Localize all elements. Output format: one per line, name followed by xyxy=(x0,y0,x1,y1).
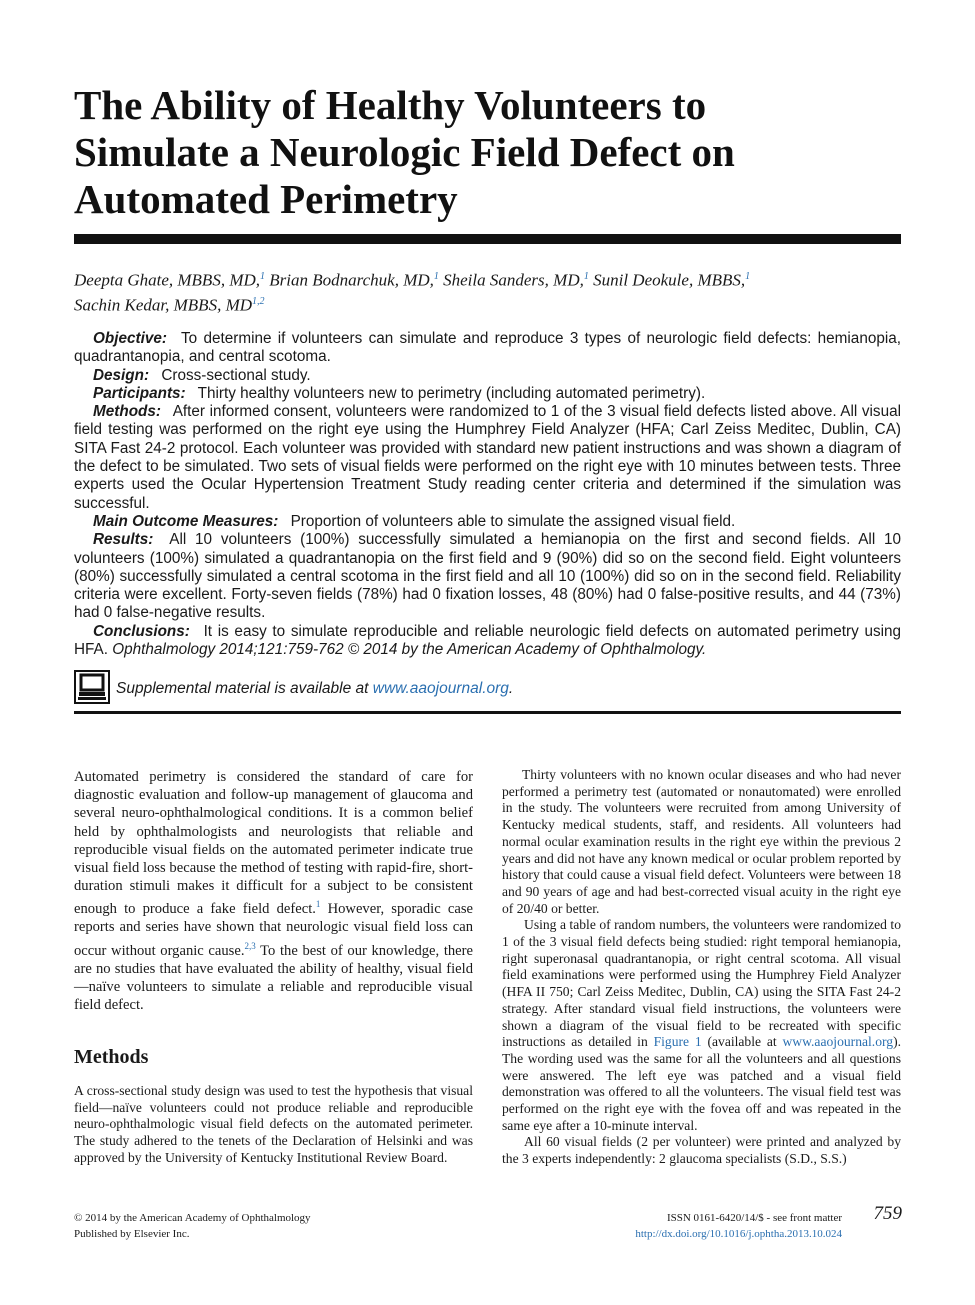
journal-website-link[interactable]: www.aaojournal.org xyxy=(372,680,509,697)
author-name: Sachin Kedar, MBBS, MD xyxy=(74,295,253,315)
title-divider xyxy=(74,234,901,244)
abstract-methods xyxy=(74,403,901,513)
figure-link[interactable]: Figure 1 xyxy=(653,1034,702,1050)
body-text: Using a table of random numbers, the volunteers were randomized to 1 of the 3 visual field defects being studied: right temporal hemianopia, right superonasal quadrantanopia, or right central scotoma. All visual field examinations were performed using the Humphrey Field Analyzer (HFA II 750; Carl Zeiss Meditec, Dublin, CA) using the SITA Fast 24-2 strategy. After standard visual field instructions, the volunteers were shown a diagram of the visual field to be recreated with specific instructions as detailed in xyxy=(502,917,901,1050)
author-list xyxy=(74,266,904,315)
affiliation-ref[interactable]: 1 xyxy=(583,271,589,282)
methods-paragraph: A cross-sectional study design was used to test the hypothesis that visual field—naïve volunteers could not produce reliable and reproducible neuro-ophthalmologic visual field defects on the automated perimeter. The study adhered to the tenets of the Declaration of Helsinki and was approved by the University of Kentucky Institutional Review Board. xyxy=(74,1083,473,1165)
citation: Ophthalmology 2014;121:759-762 © 2014 by the American Academy of Ophthalmology. xyxy=(112,641,707,659)
footer-publisher-info xyxy=(74,1210,311,1242)
abstract-design xyxy=(74,367,901,385)
section-label: Design: xyxy=(93,366,150,384)
section-text: Thirty healthy volunteers new to perimetry (including automated perimetry). xyxy=(197,384,706,402)
section-text: All 10 volunteers (100%) successfully simulated a hemianopia on the first and second fields. All 10 volunteers (100%) simulated a quadrantanopia on the first field and 9 (90%) did so on the second field. Eight volunteers (80%) successfully simulated a central scotoma in the first field and all 10 (100%) did so on in the second field. Reliability criteria were excellent. Forty-seven fields (78%) had 0 fixation losses, 48 (80%) had 0 false-positive results, and 44 (73%) had 0 false-negative results. xyxy=(74,531,902,622)
title-line-2: Simulate a Neurologic Field Defect on xyxy=(74,129,735,175)
supplemental-label: Supplemental material is available at xyxy=(116,680,369,697)
introduction-paragraph xyxy=(74,768,473,1014)
section-label: Main Outcome Measures: xyxy=(93,512,279,530)
publisher-notice: Published by Elsevier Inc. xyxy=(74,1228,190,1240)
section-label: Participants: xyxy=(93,384,186,402)
doi-link[interactable]: http://dx.doi.org/10.1016/j.ophtha.2013.10.024 xyxy=(635,1228,842,1240)
intro-text: However, sporadic case reports and series have shown that neurologic visual field loss can occur without organic cause. xyxy=(74,901,473,959)
right-column xyxy=(502,767,901,1168)
article-title xyxy=(74,82,904,223)
section-label: Conclusions: xyxy=(93,622,190,640)
body-text: ). The wording used was the same for all the volunteers and all questions were answered. The left eye was patched and a visual field demonstration was offered to all the volunteers. The visual field test was performed on the right eye with the fovea off and was repeated in the same eye after a 10-minute interval. xyxy=(502,1034,902,1133)
abstract-objective xyxy=(74,330,901,367)
author-name: Sheila Sanders, MD, xyxy=(443,270,584,290)
author-name: Brian Bodnarchuk, MD, xyxy=(269,270,434,290)
abstract-participants xyxy=(74,385,901,403)
page-number: 759 xyxy=(873,1203,902,1224)
reference-link[interactable]: 1 xyxy=(315,899,321,910)
affiliation-ref[interactable]: 1,2 xyxy=(252,295,265,307)
abstract-results xyxy=(74,531,901,622)
author-name: Sunil Deokule, MBBS, xyxy=(593,270,746,290)
section-text: After informed consent, volunteers were randomized to 1 of the 3 visual field defects listed above. All visual field testing was performed on the right eye using the Humphrey Field Analyzer (HFA; Carl Zeiss Meditec, Dublin, CA) SITA Fast 24-2 protocol. Each volunteer was provided with standard new patient instructions and was shown a diagram of the defect to be simulated. Two sets of visual fields were performed on the right eye with 10 minutes between tests. Three experts used the Ocular Hypertension Treatment Study reading center criteria and determined if the simulation was successful. xyxy=(74,403,901,512)
footer-issn-info xyxy=(560,1210,842,1242)
section-label: Objective: xyxy=(93,330,167,347)
abstract-divider xyxy=(74,711,901,714)
abstract-outcome xyxy=(74,513,901,531)
structured-abstract xyxy=(74,330,901,659)
section-text: Proportion of volunteers able to simulate the assigned visual field. xyxy=(290,512,736,530)
computer-monitor-icon xyxy=(74,670,110,704)
title-line-3: Automated Perimetry xyxy=(74,176,458,222)
section-text: Cross-sectional study. xyxy=(161,366,311,384)
body-paragraph: Thirty volunteers with no known ocular diseases and who had never performed a perimetry test (automated or nonautomated) were enrolled in the study. The volunteers were recruited from among University of Kentucky medical students, staff, and residents. All volunteers had normal ocular examination results in the right eye within the previous 2 years and did not have any known medical or ocular problem reported by history that could cause a visual field defect. Volunteers were between 18 and 90 years of age and had best-corrected visual acuity in the right eye of 20/40 or better. xyxy=(502,767,901,916)
body-paragraph xyxy=(502,917,901,1134)
supplemental-text xyxy=(116,680,513,698)
affiliation-ref[interactable]: 1 xyxy=(260,271,266,282)
body-paragraph: All 60 visual fields (2 per volunteer) were printed and analyzed by the 3 experts independently: 2 glaucoma specialists (S.D., S.S.) xyxy=(502,1134,901,1167)
abstract-conclusions xyxy=(74,623,901,660)
methods-heading: Methods xyxy=(74,1046,149,1068)
intro-text: To the best of our knowledge, there are no studies that have evaluated the ability of healthy, visual field—naïve volunteers to simulate a reliable and reproducible visual field defect. xyxy=(74,942,473,1014)
supplemental-period: . xyxy=(508,680,514,697)
affiliation-ref[interactable]: 1 xyxy=(745,271,751,282)
intro-text: Automated perimetry is considered the standard of care for diagnostic evaluation and follow-up management of glaucoma and several neuro-ophthalmological conditions. It is a common belief held by ophthalmologists and neurologists that reliable and reproducible visual fields on the automated perimeter indicate true visual field loss because the method of testing with rapid-fire, short-duration stimuli makes it difficult for a subject to be consistent enough to produce a fake field defect. xyxy=(74,769,473,918)
author-name: Deepta Ghate, MBBS, MD, xyxy=(74,270,261,290)
introduction-column xyxy=(74,768,473,1014)
body-text: (available at xyxy=(701,1034,783,1050)
journal-website-link[interactable]: www.aaojournal.org xyxy=(782,1034,894,1050)
issn-line: ISSN 0161-6420/14/$ - see front matter xyxy=(666,1212,842,1224)
section-text: To determine if volunteers can simulate and reproduce 3 types of neurologic field defects: hemianopia, quadrantanopia, and central scotoma. xyxy=(74,330,901,366)
affiliation-ref[interactable]: 1 xyxy=(433,271,439,282)
supplemental-material-note xyxy=(74,670,901,708)
reference-link[interactable]: 2,3 xyxy=(244,940,256,951)
copyright-notice: © 2014 by the American Academy of Ophthalmology xyxy=(74,1212,311,1224)
section-text: It is easy to simulate reproducible and reliable neurologic field defects on automated perimetry using HFA. xyxy=(74,622,902,659)
section-label: Methods: xyxy=(93,403,161,421)
title-line-1: The Ability of Healthy Volunteers to xyxy=(74,82,707,128)
section-label: Results: xyxy=(93,531,154,549)
